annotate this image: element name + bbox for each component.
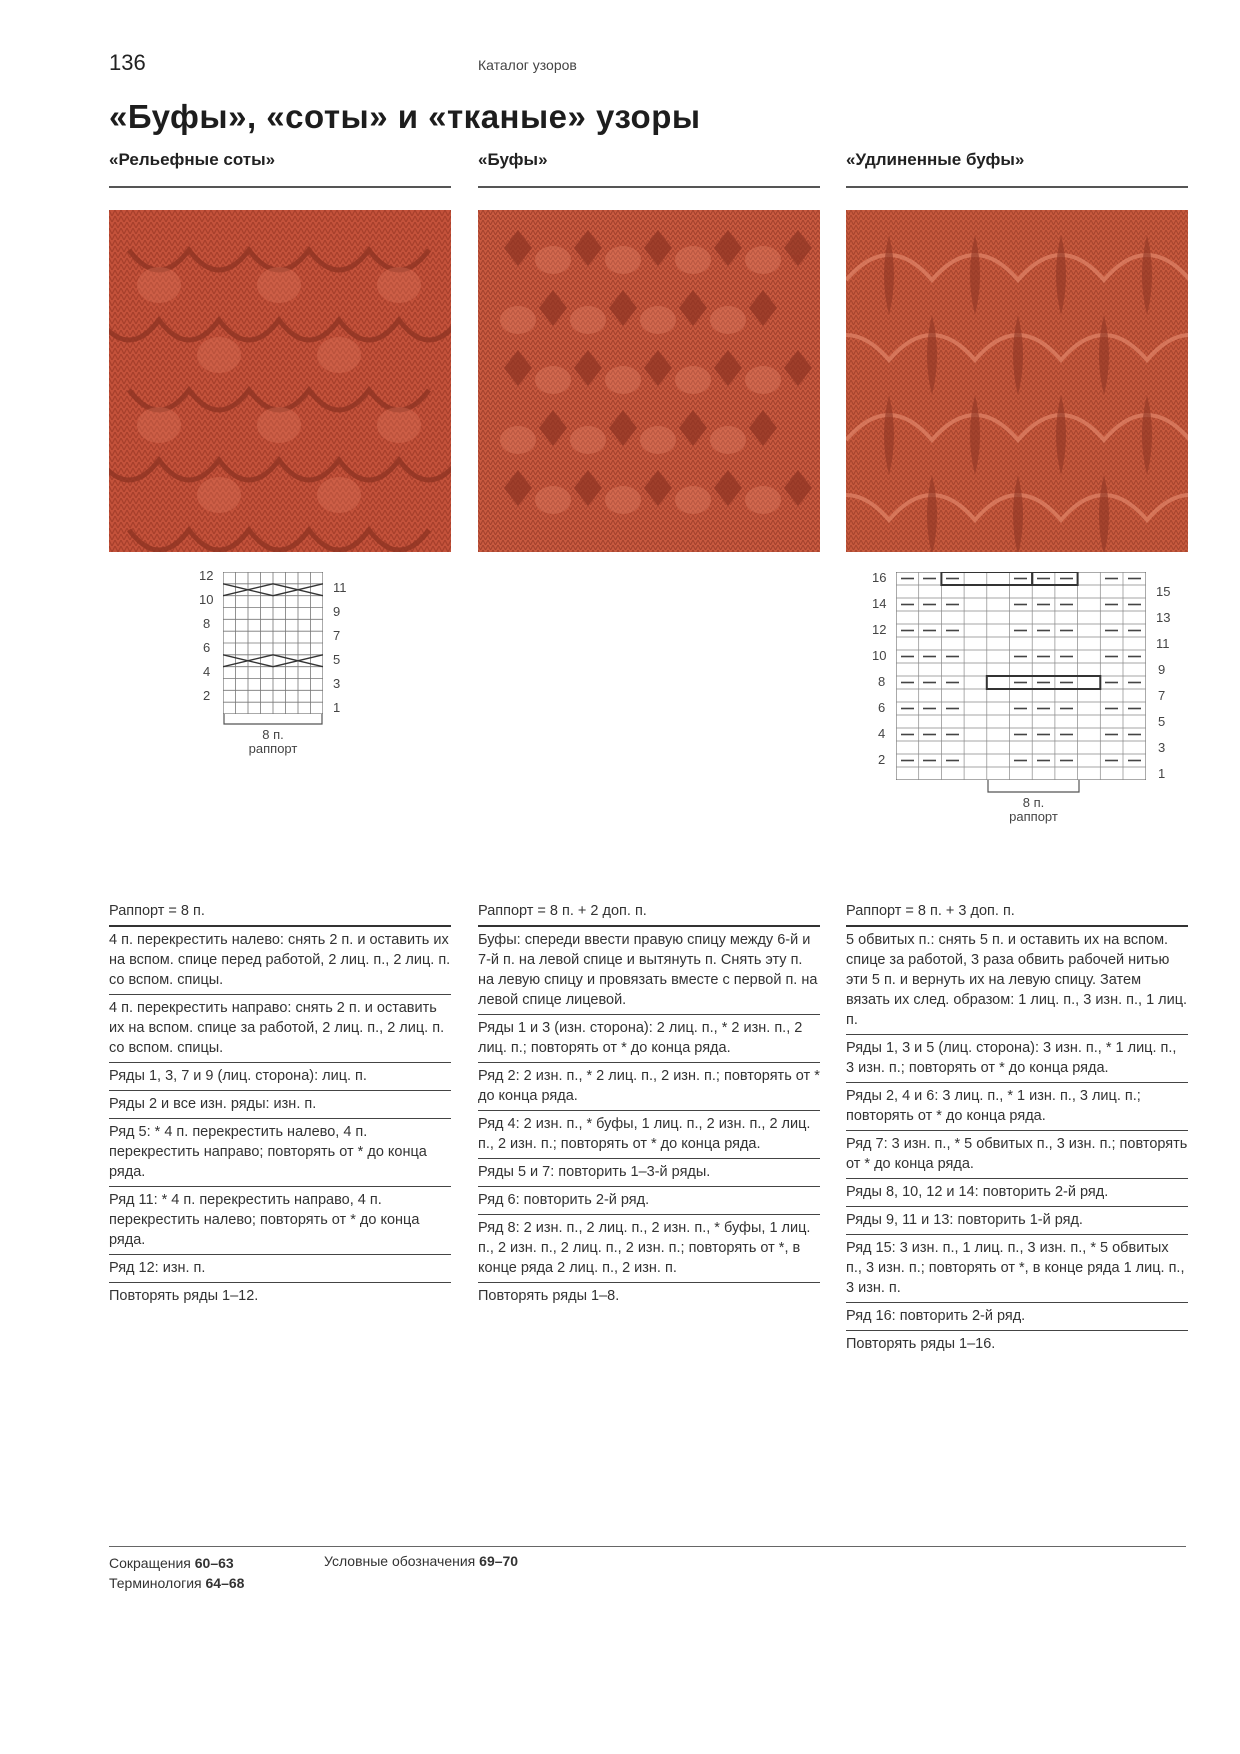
page-number: 136: [109, 50, 146, 75]
footer-divider: [109, 1546, 1186, 1547]
repeat-bracket: [987, 780, 1080, 794]
abbreviations-pages: 60–63: [194, 1555, 234, 1571]
instruction-line: 4 п. перекрестить налево: снять 2 п. и оставить их на вспом. спице перед работой, 2 лиц. п., 2 лиц. п. со вспом. спицы.: [109, 927, 451, 995]
row-number: 13: [1156, 610, 1171, 625]
page-title: «Буфы», «соты» и «тканые» узоры: [109, 98, 701, 135]
instruction-line: Раппорт = 8 п. + 2 доп. п.: [478, 898, 820, 927]
abbreviations-ref[interactable]: [109, 1553, 244, 1573]
honeycomb-stitch-chart: [195, 568, 355, 798]
instruction-line: Повторять ряды 1–12.: [109, 1288, 259, 1304]
row-number: 12: [199, 568, 214, 583]
instruction-line: Буфы: спереди ввести правую спицу между 6-й и 7-й п. на левой спице и вытянуть п. Снять эту п. на левую спицу и провязать вместе с первой п. на левой спице лицевой.: [478, 927, 820, 1015]
instruction-line: Ряд 7: 3 изн. п., * 5 обвитых п., 3 изн. п.; повторять от * до конца ряда.: [846, 1131, 1188, 1179]
puffs-swatch-photo: [478, 210, 820, 552]
row-number: 2: [203, 688, 211, 703]
pattern-title: «Буфы»: [478, 150, 548, 169]
row-number: 6: [878, 700, 886, 715]
row-number: 8: [878, 674, 886, 689]
instruction-line: Ряд 12: изн. п.: [109, 1255, 451, 1283]
divider: [846, 186, 1188, 188]
repeat-label: раппорт: [1009, 809, 1058, 824]
row-number: 6: [203, 640, 211, 655]
instruction-line: Ряды 1, 3 и 5 (лиц. сторона): 3 изн. п., * 1 лиц. п., 3 изн. п.; повторять от * до конца ряда.: [846, 1035, 1188, 1083]
instruction-line: Ряды 2, 4 и 6: 3 лиц. п., * 1 изн. п., 3 лиц. п.; повторять от * до конца ряда.: [846, 1083, 1188, 1131]
pattern-title: «Рельефные соты»: [109, 150, 276, 169]
honeycomb-swatch-photo: [109, 210, 451, 552]
symbols-label: Условные обозначения: [324, 1553, 476, 1569]
repeat-stitch-count: 8 п.: [1022, 795, 1045, 810]
row-number: 7: [333, 628, 341, 643]
instruction-line: Повторять ряды 1–16.: [846, 1336, 996, 1352]
chart-grid: [896, 572, 1146, 780]
instruction-line: Ряд 6: повторить 2-й ряд.: [478, 1187, 820, 1215]
running-head: Каталог узоров: [478, 57, 577, 73]
row-number: 3: [333, 676, 341, 691]
instruction-line: Ряды 5 и 7: повторить 1–3-й ряды.: [478, 1159, 820, 1187]
repeat-bracket: [223, 714, 323, 726]
puffs-instructions: [478, 898, 820, 1310]
row-number: 5: [1158, 714, 1166, 729]
instruction-line: 4 п. перекрестить направо: снять 2 п. и оставить их на вспом. спице за работой, 2 лиц. п., 2 лиц. п. со вспом. спицы.: [109, 995, 451, 1063]
instruction-line: Раппорт = 8 п.: [109, 898, 451, 927]
row-number: 9: [1158, 662, 1166, 677]
instruction-line: Ряды 9, 11 и 13: повторить 1-й ряд.: [846, 1207, 1188, 1235]
row-number: 2: [878, 752, 886, 767]
symbols-ref[interactable]: [324, 1553, 518, 1569]
column-honeycomb-header: [109, 150, 451, 188]
instruction-line: Ряды 8, 10, 12 и 14: повторить 2-й ряд.: [846, 1179, 1188, 1207]
long-puffs-stitch-chart: [868, 568, 1178, 848]
instruction-line: Ряд 4: 2 изн. п., * буфы, 1 лиц. п., 2 изн. п., 2 лиц. п., 2 изн. п.; повторять от * до конца ряда.: [478, 1111, 820, 1159]
row-number: 1: [1158, 766, 1166, 781]
divider: [109, 186, 451, 188]
instruction-line: Ряды 1, 3, 7 и 9 (лиц. сторона): лиц. п.: [109, 1063, 451, 1091]
instruction-line: Ряд 8: 2 изн. п., 2 лиц. п., 2 изн. п., * буфы, 1 лиц. п., 2 изн. п., 2 лиц. п., 2 изн. п.; повторять от *, в конце ряда 2 лиц. п., 2 изн. п.: [478, 1215, 820, 1283]
row-number: 3: [1158, 740, 1166, 755]
row-number: 10: [199, 592, 214, 607]
row-number: 4: [878, 726, 886, 741]
pattern-title: «Удлиненные буфы»: [846, 150, 1025, 169]
chart-grid: [223, 572, 323, 714]
footer-references: [109, 1553, 244, 1593]
instruction-line: Ряд 16: повторить 2-й ряд.: [846, 1303, 1188, 1331]
row-number: 4: [203, 664, 211, 679]
row-number: 14: [872, 596, 887, 611]
instruction-line: Ряд 15: 3 изн. п., 1 лиц. п., 3 изн. п., * 5 обвитых п., 3 изн. п.; повторять от *, в конце ряда 1 лиц. п., 3 изн. п.: [846, 1235, 1188, 1303]
repeat-stitch-count: 8 п.: [262, 727, 284, 742]
instruction-line: Ряды 1 и 3 (изн. сторона): 2 лиц. п., * 2 изн. п., 2 лиц. п.; повторять от * до конца ряда.: [478, 1015, 820, 1063]
terminology-ref[interactable]: [109, 1573, 244, 1593]
terminology-label: Терминология: [109, 1575, 202, 1591]
instruction-line: Повторять ряды 1–8.: [478, 1288, 620, 1304]
symbols-pages: 69–70: [479, 1553, 519, 1569]
column-long-puffs-header: [846, 150, 1188, 188]
instruction-line: Ряд 5: * 4 п. перекрестить налево, 4 п. перекрестить направо; повторять от * до конца ряда.: [109, 1119, 451, 1187]
row-number: 12: [872, 622, 887, 637]
repeat-label: раппорт: [248, 741, 298, 756]
row-number: 15: [1156, 584, 1171, 599]
long-puffs-swatch-photo: [846, 210, 1188, 552]
divider: [478, 186, 820, 188]
instruction-line: Ряд 2: 2 изн. п., * 2 лиц. п., 2 изн. п.; повторять от * до конца ряда.: [478, 1063, 820, 1111]
row-number: 7: [1158, 688, 1166, 703]
terminology-pages: 64–68: [205, 1575, 245, 1591]
instruction-line: Ряды 2 и все изн. ряды: изн. п.: [109, 1091, 451, 1119]
instruction-line: 5 обвитых п.: снять 5 п. и оставить их на вспом. спице за работой, 3 раза обвить рабочей нитью эти 5 п. и вернуть их на левую спицу. Затем вязать их след. образом: 1 лиц. п., 3 изн. п., 1 лиц. п.: [846, 927, 1188, 1035]
instruction-line: Ряд 11: * 4 п. перекрестить направо, 4 п. перекрестить налево; повторять от * до конца ряда.: [109, 1187, 451, 1255]
row-number: 1: [333, 700, 341, 715]
abbreviations-label: Сокращения: [109, 1555, 191, 1571]
row-number: 11: [333, 580, 347, 595]
row-number: 8: [203, 616, 211, 631]
row-number: 9: [333, 604, 341, 619]
row-number: 10: [872, 648, 887, 663]
row-number: 16: [872, 570, 887, 585]
column-puffs-header: [478, 150, 820, 188]
honeycomb-instructions: [109, 898, 451, 1310]
row-number: 5: [333, 652, 341, 667]
row-number: 11: [1156, 636, 1170, 651]
long-puffs-instructions: [846, 898, 1188, 1358]
instruction-line: Раппорт = 8 п. + 3 доп. п.: [846, 898, 1188, 927]
